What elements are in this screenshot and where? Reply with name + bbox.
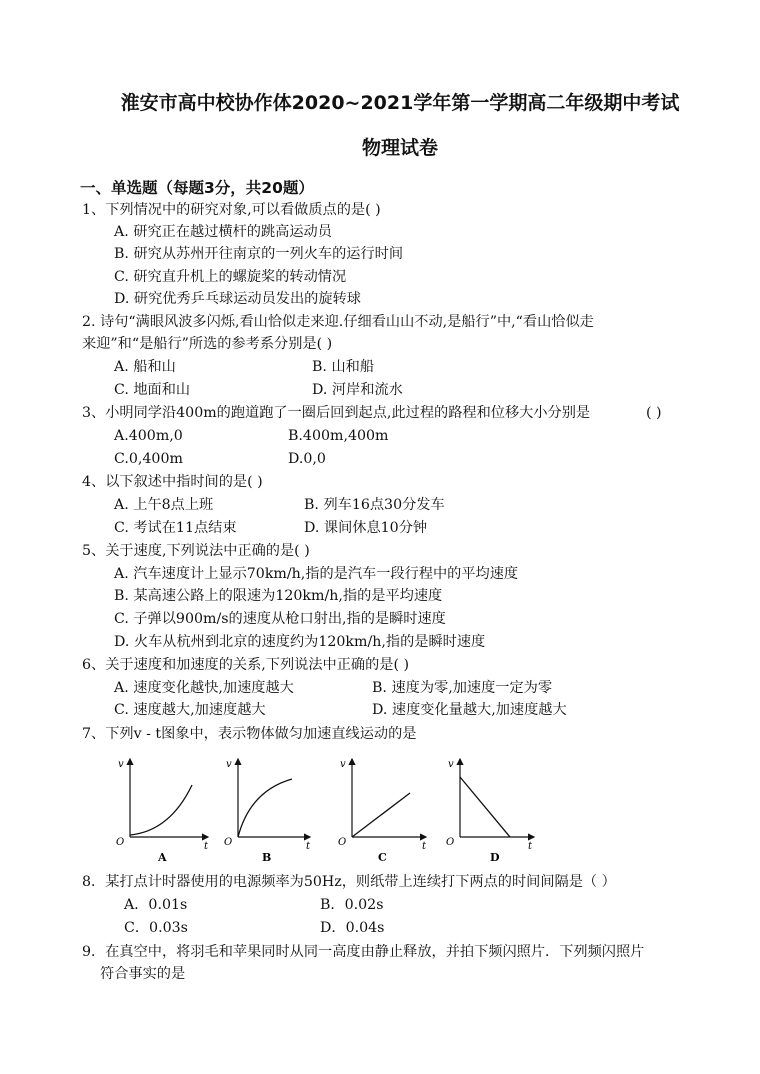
graph-a-label: A: [158, 851, 167, 864]
exam-subtitle: 物理试卷: [361, 137, 438, 159]
question-5-option-c: C. 子弹以900m/s的速度从枪口射出,指的是瞬时速度: [114, 611, 446, 627]
question-3-stem: 3、小明同学沿400m的跑道跑了一圈后回到起点,此过程的路程和位移大小分别是: [82, 405, 591, 421]
question-3-option-b: B.400m,400m: [288, 428, 389, 444]
graph-c-origin: O: [338, 837, 347, 848]
question-1-option-b: B. 研究从苏州开往南京的一列火车的运行时间: [114, 246, 404, 262]
question-5-option-b: B. 某高速公路上的限速为120km/h,指的是平均速度: [114, 588, 443, 604]
question-8-option-c: C．0.03s: [124, 920, 188, 936]
graph-a-curve: [130, 785, 192, 835]
graph-c-v-label: v: [340, 759, 346, 770]
question-9-stem: 9．在真空中，将羽毛和苹果同时从同一高度由静止释放，并拍下频闪照片．下列频闪照片: [82, 944, 645, 960]
vt-graphs: [110, 755, 540, 870]
graph-d: [446, 759, 534, 864]
question-8-option-d: D．0.04s: [320, 920, 385, 936]
graph-c-t-label: t: [422, 841, 427, 852]
question-5-stem: 5、关于速度,下列说法中正确的是( ): [82, 543, 310, 559]
question-3-option-d: D.0,0: [288, 451, 326, 467]
graph-c-label: C: [378, 851, 387, 864]
graph-b-t-label: t: [306, 841, 311, 852]
question-5-option-a: A. 汽车速度计上显示70km/h,指的是汽车一段行程中的平均速度: [114, 566, 519, 582]
graph-d-origin: O: [446, 837, 455, 848]
question-8-option-b: B．0.02s: [320, 897, 384, 913]
question-8-option-a: A．0.01s: [124, 897, 188, 913]
graph-b-origin: O: [224, 837, 233, 848]
question-1-option-c: C. 研究直升机上的螺旋桨的转动情况: [114, 269, 347, 285]
question-2-option-c: C. 地面和山: [114, 382, 191, 398]
question-6-option-b: B. 速度为零,加速度一定为零: [372, 680, 553, 696]
question-2-option-b: B. 山和船: [312, 359, 375, 375]
question-3-option-c: C.0,400m: [114, 451, 183, 467]
question-1-option-a: A. 研究正在越过横杆的跳高运动员: [114, 224, 332, 240]
graph-c: [338, 759, 427, 864]
question-2-option-d: D. 河岸和流水: [312, 382, 403, 398]
graph-d-v-label: v: [448, 759, 454, 770]
graph-c-line: [352, 793, 410, 837]
question-6-option-c: C. 速度越大,加速度越大: [114, 702, 266, 718]
question-8-stem: 8．某打点计时器使用的电源频率为50Hz，则纸带上连续打下两点的时间间隔是（ ）: [82, 874, 616, 890]
question-3-paren: ( ): [646, 405, 662, 421]
question-6-option-d: D. 速度变化量越大,加速度越大: [372, 702, 567, 718]
graph-b-label: B: [262, 851, 272, 864]
question-9-stem-cont: 符合事实的是: [100, 966, 186, 982]
question-5-option-d: D. 火车从杭州到北京的速度约为120km/h,指的是瞬时速度: [114, 634, 486, 650]
question-4-option-c: C. 考试在11点结束: [114, 520, 237, 536]
question-4-option-d: D. 课间休息10分钟: [304, 520, 428, 536]
section-heading: 一、单选题（每题3分，共20题）: [80, 179, 314, 197]
graph-a-origin: O: [116, 837, 125, 848]
question-4-option-a: A. 上午8点上班: [114, 497, 214, 513]
question-4-option-b: B. 列车16点30分发车: [304, 497, 445, 513]
graph-a: [116, 759, 209, 864]
question-2-stem-cont: 来迎”和“是船行”所选的参考系分别是( ): [82, 336, 333, 352]
graph-a-t-label: t: [204, 841, 209, 852]
graph-b: [224, 759, 311, 864]
graph-d-t-label: t: [528, 841, 533, 852]
question-1-option-d: D. 研究优秀乒乓球运动员发出的旋转球: [114, 291, 361, 307]
question-4-stem: 4、以下叙述中指时间的是( ): [82, 474, 263, 490]
question-7-stem: 7、下列v - t图象中，表示物体做匀加速直线运动的是: [82, 726, 417, 742]
exam-title: 淮安市高中校协作体2020~2021学年第一学期高二年级期中考试: [120, 92, 680, 114]
question-3-option-a: A.400m,0: [114, 428, 183, 444]
question-2-option-a: A. 船和山: [114, 359, 176, 375]
graph-a-v-label: v: [118, 759, 124, 770]
graph-d-line: [460, 777, 510, 837]
graph-b-v-label: v: [226, 759, 232, 770]
graph-d-label: D: [490, 851, 500, 864]
question-2-stem: 2. 诗句“满眼风波多闪烁,看山恰似走来迎.仔细看山山不动,是船行”中,“看山恰似走: [82, 314, 594, 330]
question-1-stem: 1、下列情况中的研究对象,可以看做质点的是( ): [82, 202, 381, 218]
question-6-stem: 6、关于速度和加速度的关系,下列说法中正确的是( ): [82, 657, 410, 673]
question-6-option-a: A. 速度变化越快,加速度越大: [114, 680, 294, 696]
graph-b-curve: [238, 779, 292, 837]
